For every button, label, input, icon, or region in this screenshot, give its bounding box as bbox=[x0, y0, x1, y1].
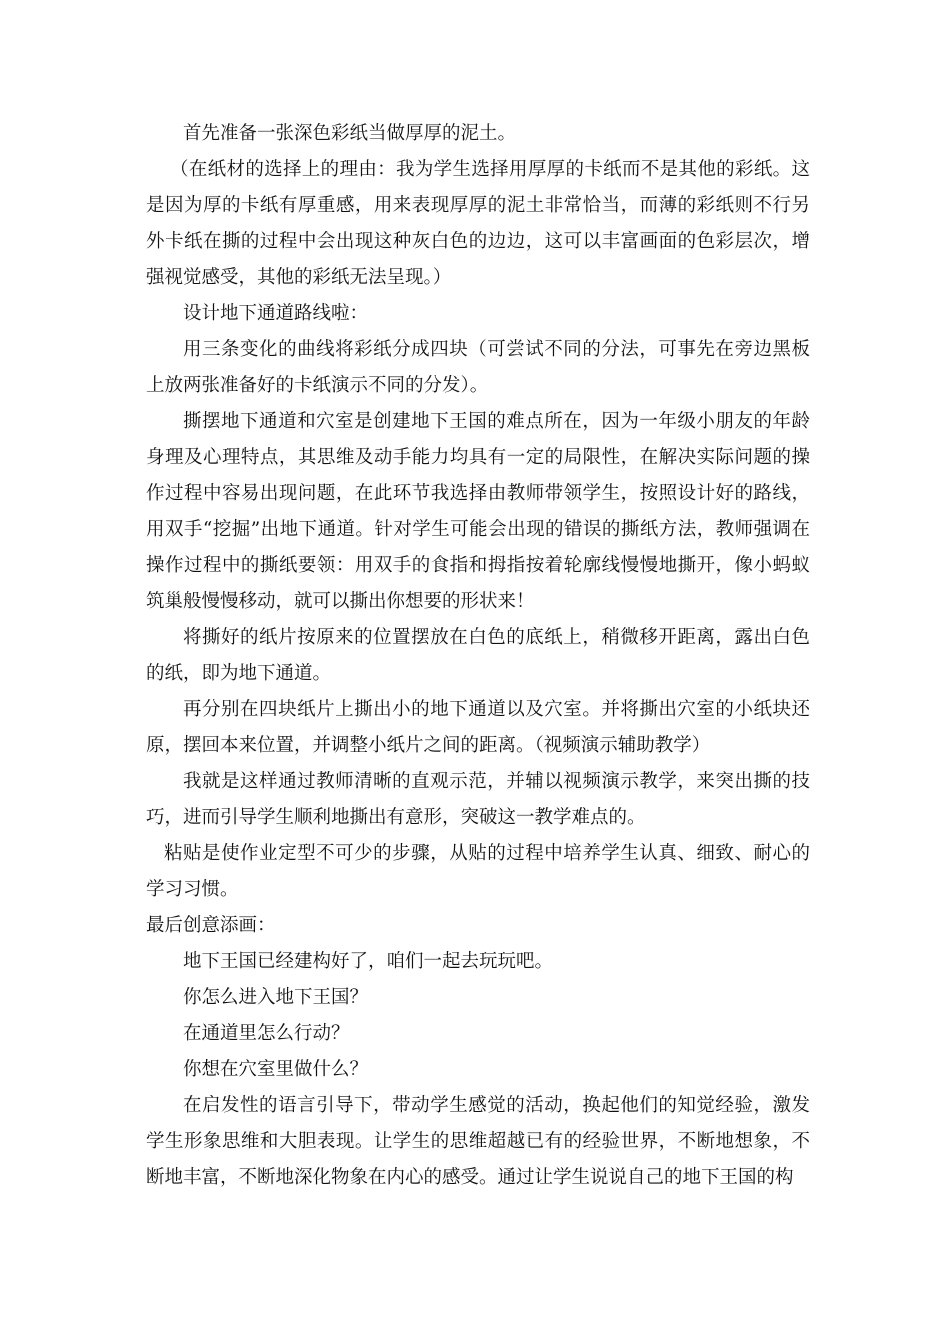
paragraph-question-move: 在通道里怎么行动？ bbox=[183, 1023, 350, 1044]
paragraph-prepare-paper: 首先准备一张深色彩纸当做厚厚的泥土。 bbox=[183, 123, 517, 144]
paragraph-question-enter: 你怎么进入地下王国？ bbox=[183, 987, 369, 1008]
paragraph-inspiration: 在启发性的语言引导下，带动学生感觉的活动，换起他们的知觉经验，激发学生形象思维和大胆表现。让学生的思维超越已有的经验世界，不断地想象，不断地丰富，不断地深化物象在内心的感受。通过让学生说说自己的地下王国的构 bbox=[146, 1095, 810, 1188]
paragraph-creative-drawing: 最后创意添画： bbox=[146, 915, 276, 936]
paragraph-divide-paper: 用三条变化的曲线将彩纸分成四块（可尝试不同的分法，可事先在旁边黑板上放两张准备好的卡纸演示不同的分发）。 bbox=[146, 339, 810, 396]
paragraph-small-tunnels: 再分别在四块纸片上撕出小的地下通道以及穴室。并将撕出穴室的小纸块还原，摆回本来位置，并调整小纸片之间的距离。（视频演示辅助教学） bbox=[146, 699, 810, 756]
paragraph-design-route: 设计地下通道路线啦： bbox=[183, 303, 369, 324]
paragraph-paper-reason: （在纸材的选择上的理由：我为学生选择用厚厚的卡纸而不是其他的彩纸。这是因为厚的卡纸有厚重感，用来表现厚厚的泥土非常恰当，而薄的彩纸则不行另外卡纸在撕的过程中会出现这种灰白色的边边，这可以丰富画面的色彩层次，增强视觉感受，其他的彩纸无法呈现。） bbox=[146, 159, 810, 288]
paragraph-tearing-difficulty: 撕摆地下通道和穴室是创建地下王国的难点所在，因为一年级小朋友的年龄身理及心理特点，其思维及动手能力均具有一定的局限性，在解决实际问题的操作过程中容易出现问题，在此环节我选择由教师带领学生，按照设计好的路线，用双手“挖掘”出地下通道。针对学生可能会出现的错误的撕纸方法，教师强调在操作过程中的撕纸要领：用双手的食指和拇指按着轮廓线慢慢地撕开，像小蚂蚁筑巢般慢慢移动，就可以撕出你想要的形状来！ bbox=[146, 411, 810, 612]
paragraph-pasting: 粘贴是使作业定型不可少的步骤，从贴的过程中培养学生认真、细致、耐心的学习习惯。 bbox=[146, 843, 810, 900]
paragraph-place-pieces: 将撕好的纸片按原来的位置摆放在白色的底纸上，稍微移开距离，露出白色的纸，即为地下通道。 bbox=[146, 627, 810, 684]
paragraph-question-chamber: 你想在穴室里做什么？ bbox=[183, 1059, 369, 1080]
paragraph-demonstration: 我就是这样通过教师清晰的直观示范，并辅以视频演示教学，来突出撕的技巧，进而引导学生顺利地撕出有意形，突破这一教学难点的。 bbox=[146, 771, 810, 828]
document-body bbox=[146, 116, 810, 1196]
paragraph-kingdom-built: 地下王国已经建构好了，咱们一起去玩玩吧。 bbox=[183, 951, 554, 972]
